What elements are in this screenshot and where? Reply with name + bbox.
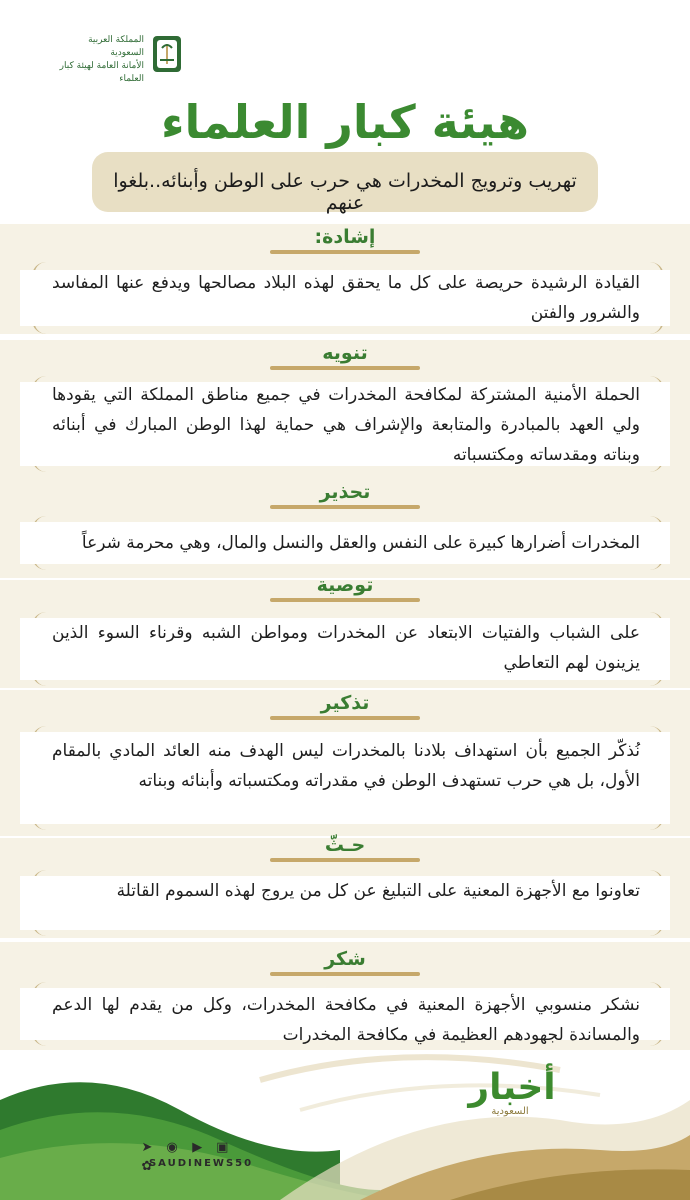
heading-underline (270, 366, 420, 370)
heading-underline (270, 858, 420, 862)
subtitle-box (92, 152, 598, 212)
section-heading: تحذير (319, 481, 371, 503)
logo-line-1: المملكة العربية السعودية (88, 35, 144, 58)
page-title: هيئة كبار العلماء (160, 95, 530, 149)
section-heading: تذكير (320, 692, 370, 714)
logo-line-2: الأمانة العامة لهيئة كبار العلماء (59, 61, 144, 84)
section-body: تعاونوا مع الأجهزة المعنية على التبليغ عن كل من يروج لهذه السموم القاتلة (116, 881, 640, 901)
heading-underline (270, 505, 420, 509)
heading-underline (270, 598, 420, 602)
section-heading: تنويه (322, 342, 368, 364)
social-handle[interactable]: SAUDINEWS50 (148, 1158, 254, 1169)
youtube-icon[interactable]: ▶ (192, 1140, 203, 1155)
section-body: القيادة الرشيدة حريصة على كل ما يحقق لهذه البلاد مصالحها ويدفع عنها المفاسد والشرور والفتن (52, 273, 640, 323)
section-heading: توصية (316, 574, 374, 596)
twitter-icon[interactable]: ✿ (141, 1159, 153, 1174)
snapchat-icon[interactable]: ◉ (166, 1140, 178, 1155)
heading-underline (270, 716, 420, 720)
section-heading: إشادة: (314, 226, 376, 248)
instagram-icon[interactable]: ▣ (216, 1140, 229, 1155)
section-heading: شكر (324, 948, 366, 970)
section-body: على الشباب والفتيات الابتعاد عن المخدرات ومواطن الشبه وقرناء السوء الذين يزينون لهم التعاطي (52, 623, 640, 673)
heading-underline (270, 250, 420, 254)
section-heading: حـثّ (324, 834, 366, 856)
section-body: المخدرات أضرارها كبيرة على النفس والعقل والنسل والمال، وهي محرمة شرعاً (81, 533, 640, 553)
telegram-icon[interactable]: ➤ (141, 1140, 153, 1155)
authority-logo (54, 30, 184, 82)
section-body: نُذكّر الجميع بأن استهداف بلادنا بالمخدرات ليس الهدف منه العائد المادي بالمقام الأول، بل هي حرب تستهدف الوطن في مقدراته ومكتسباته وأبنائه وبناته (52, 741, 640, 791)
brand-logo: أخبار (468, 1067, 556, 1108)
section-body: نشكر منسوبي الأجهزة المعنية في مكافحة المخدرات، وكل من يقدم لها الدعم والمساندة لجهودهم العظيمة في مكافحة المخدرات (52, 995, 640, 1045)
decorative-waves (0, 1040, 690, 1200)
heading-underline (270, 972, 420, 976)
brand-subtitle: السعودية (491, 1106, 529, 1117)
emblem-icon (150, 30, 184, 76)
section-body: الحملة الأمنية المشتركة لمكافحة المخدرات في جميع مناطق المملكة التي يقودها ولي العهد بالمبادرة والمتابعة والإشراف هي حماية لهذا الوطن المبارك في أبنائه وبناته ومقدساته ومكتسباته (52, 385, 640, 465)
subtitle: تهريب وترويج المخدرات هي حرب على الوطن وأبنائه..بلغوا عنهم (113, 170, 577, 214)
